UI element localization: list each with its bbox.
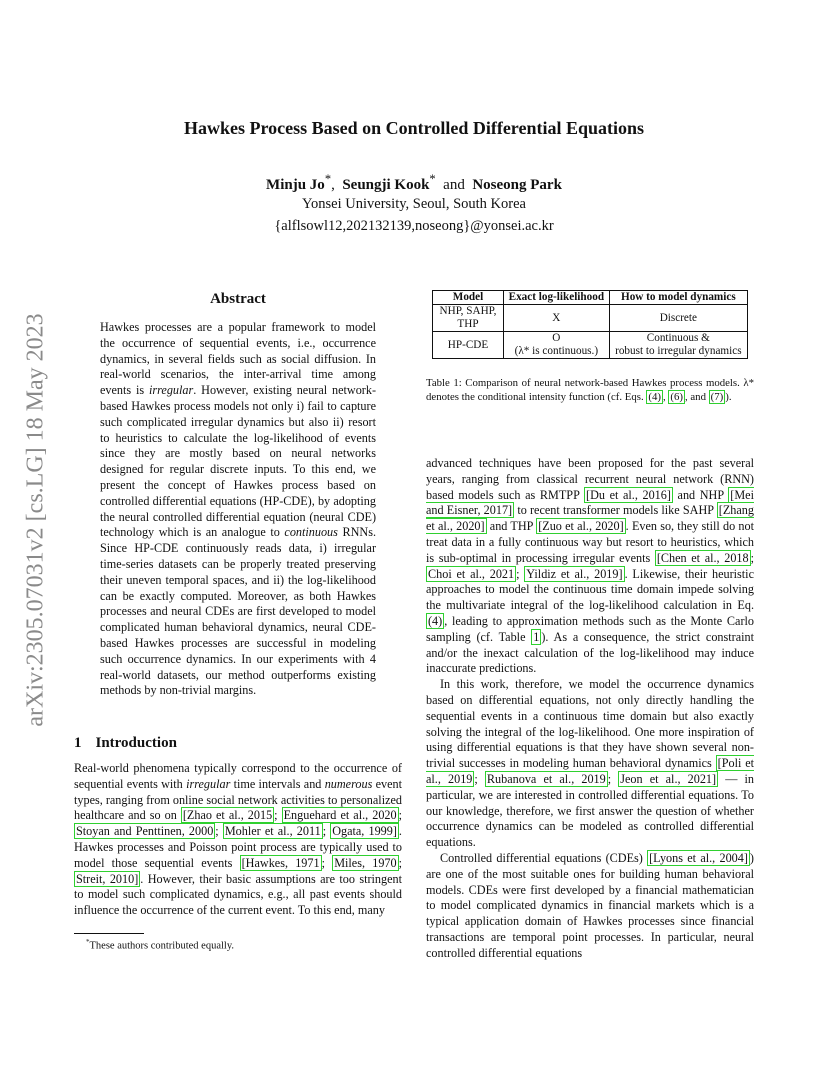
paper-title: Hawkes Process Based on Controlled Differential Equations <box>183 118 645 138</box>
author-mark: * <box>324 172 332 186</box>
author-emails: {alflsowl12,202132139,noseong}@yonsei.ac.kr <box>274 218 554 234</box>
abstract-body: Hawkes processes are a popular framework to model the occurrence of sequential events, i.e., occurrence dynamics, in several fields such as social diffusion. In real-world scenarios, the inter-arrival time among events is irregular. However, existing neural network-based Hawkes process models not only i) fail to capture such complicated irregular dynamics but also ii) resort to heuristics to calculate the log-likelihood of events since they are mostly based on neural networks designed for regular discrete inputs. To this end, we present the concept of Hawkes process based on controlled differential equations (HP-CDE), by adopting the neural controlled differential equation (neural CDE) technology which is an analogue to continuous RNNs. Since HP-CDE continuously reads data, i) irregular time-series datasets can be properly treated preserving their uneven temporal spaces, and ii) the log-likelihood can be exactly computed. Moreover, as both Hawkes processes and neural CDEs are first developed to model complicated human behavioral dynamics, neural CDE-based Hawkes processes are successful in modeling such occurrence dynamics. In our experiments with 4 real-world datasets, our method outperforms existing methods by non-trivial margins. <box>100 320 377 698</box>
table-cell: NHP, SAHP, THP <box>433 305 504 332</box>
equation-link[interactable]: (4) <box>428 613 443 628</box>
arxiv-sidebar-stamp <box>8 280 64 760</box>
citation-link[interactable]: [Zhao et al., 2015 <box>182 808 273 823</box>
section-title: Introduction <box>95 735 177 751</box>
table-cell: Continuous & robust to irregular dynamics <box>609 332 747 359</box>
equation-link[interactable]: (4) <box>648 391 661 403</box>
table-cell: O (λ* is continuous.) <box>504 332 610 359</box>
section-number: 1 <box>74 735 82 751</box>
paragraph: Controlled differential equations (CDEs) [Lyons et al., 2004] ) are one of the most suitable ones for building human behavioral models. CDEs were first developed by a financial mathematician to model complicated dynamics in financial markets which is a typical application domain of Hawkes processes since financial transactions are temporal point processes. In particular, neural controlled differential equations <box>426 850 754 960</box>
citation-link[interactable]: [Hawkes, 1971 <box>241 855 320 870</box>
arxiv-id: arXiv:2305.07031v2 [cs.LG] 18 May 2023 <box>22 313 49 727</box>
intro-paragraph: Real-world phenomena typically correspond to the occurrence of sequential events with irregular time intervals and numerous event types, ranging from online social network activities to personalized healthcare and so on [Zhao et al., 2015 ; Enguehard et al., 2020 ; Stoyan and Penttinen, 2000 ; Mohler et al., 2011 ; Ogata, 1999] . Hawkes processes and Poisson point process are typically used to model those sequential events [Hawkes, 1971 ; Miles, 1970 ; Streit, 2010] . However, their basic assumptions are too stringent to model such complicated dynamics, e.g., all past events should influence the occurrence of the current event. To this end, many <box>74 761 403 918</box>
footnote-rule <box>74 933 144 934</box>
citation-link[interactable]: Jeon et al., 2021] <box>620 771 717 786</box>
author-2: Seungji Kook <box>342 177 430 193</box>
table-cell: HP-CDE <box>433 332 504 359</box>
citation-link[interactable]: [Zuo et al., 2020] <box>538 519 624 534</box>
affiliation: Yonsei University, Seoul, South Korea <box>302 196 526 212</box>
author-mark: * <box>429 172 436 186</box>
paragraph: advanced techniques have been proposed for the past several years, ranging from classical recurrent neural network (RNN) based models such as RMTPP [Du et al., 2016] and NHP [Mei and Eisner, 2017] to recent transformer models like SAHP [Zhang et al., 2020] and THP [Zuo et al., 2020] . Even so, they still do not treat data in a fully continuous way but resort to heuristics, which is sub-optimal in processing irregular events [Chen et al., 2018 ; Choi et al., 2021 ; Yildiz et al., 2019] . Likewise, their heuristic approaches to model the continuous time domain impede solving the multivariate integral of the log-likelihood calculation in Eq. (4) , leading to approximation methods such as the Monte Carlo sampling (cf. Table 1 ). As a consequence, the strict constraint and/or the inexact calculation of the log-likelihood may induce inaccurate predictions. <box>426 456 755 676</box>
citation-link[interactable]: Streit, 2010] <box>76 871 139 886</box>
table-header-exact: Exact log-likelihood <box>504 291 610 305</box>
citation-link[interactable]: Miles, 1970 <box>334 855 397 870</box>
footnote: *These authors contributed equally. <box>86 938 235 952</box>
table-row <box>433 305 748 332</box>
equation-link[interactable]: (7) <box>710 391 724 403</box>
citation-link[interactable]: [Chen et al., 2018 <box>656 550 749 565</box>
author-and: and <box>443 177 465 193</box>
comparison-table <box>432 290 748 359</box>
citation-link[interactable]: Mohler et al., 2011 <box>224 824 321 839</box>
citation-link[interactable]: [Lyons et al., 2004] <box>649 850 748 865</box>
section-heading-introduction <box>74 735 177 752</box>
citation-link[interactable]: Stoyan and Penttinen, 2000 <box>76 824 214 839</box>
table-cell: Discrete <box>609 305 747 332</box>
right-column-text <box>426 456 754 962</box>
citation-link[interactable]: Yildiz et al., 2019] <box>526 566 623 581</box>
citation-link[interactable]: [Mei and Eisner, 2017] <box>426 487 754 518</box>
citation-link[interactable]: [Poli et al., 2019 <box>426 756 754 786</box>
table-link[interactable]: 1 <box>533 629 540 644</box>
citation-link[interactable]: [Zhang et al., 2020] <box>426 503 754 534</box>
citation-link[interactable]: [Du et al., 2016] <box>586 487 671 502</box>
paragraph: In this work, therefore, we model the occurrence dynamics based on differential equations, not only directly handling the sequential events in a continuous time domain but also exactly solving the integral of the log-likelihood. One more inspiration of using differential equations is that they have shown several non-trivial successes in modeling human behavioral dynamics [Poli et al., 2019 ; Rubanova et al., 2019 ; Jeon et al., 2021] — in particular, we are interested in controlled differential equations. To our knowledge, therefore, we first answer the question of whether occurrence dynamics can be modeled as controlled differential equations. <box>426 677 755 850</box>
author-list: Minju Jo*, Seungji Kook* and Noseong Park <box>266 172 562 193</box>
abstract-heading: Abstract <box>210 291 266 307</box>
equation-link[interactable]: (6) <box>670 391 683 403</box>
citation-link[interactable]: Ogata, 1999] <box>332 824 397 839</box>
table-caption: Table 1: Comparison of neural network-based Hawkes process models. λ* denotes the conditional intensity function (cf. Eqs. (4) , (6) , and (7) ). <box>426 377 754 403</box>
citation-link[interactable]: Enguehard et al., 2020 <box>283 808 397 823</box>
table-cell: X <box>504 305 610 332</box>
citation-link[interactable]: Choi et al., 2021 <box>428 566 515 581</box>
author-3: Noseong Park <box>472 177 562 193</box>
citation-link[interactable]: Rubanova et al., 2019 <box>486 771 606 786</box>
table-header-model: Model <box>433 291 504 305</box>
author-1: Minju Jo <box>266 177 325 193</box>
table-header-dynamics: How to model dynamics <box>609 291 747 305</box>
table-row <box>433 332 748 359</box>
